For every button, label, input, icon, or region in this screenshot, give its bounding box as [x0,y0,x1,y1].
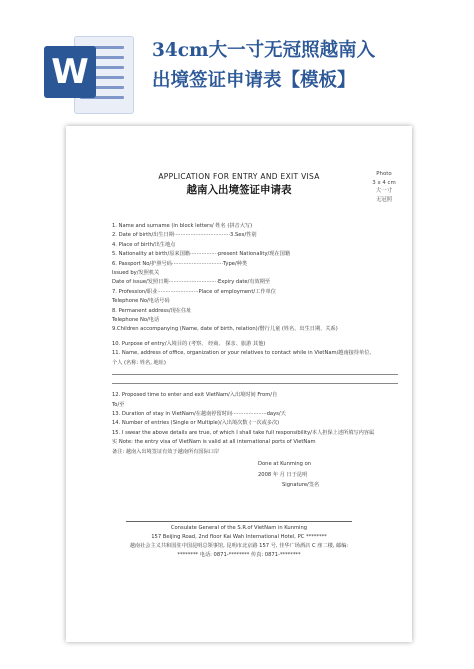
field-birth-sex: 2. Date of birth/出生日期··································3.Sex/性别 [112,232,257,239]
field-note-cn: 备注: 越南入出境签证有效于越南所有国际口岸 [112,448,220,455]
banner-title-line2: 出境签证申请表【模板】 [152,70,356,91]
signature-label: Signature/签名 [282,482,320,488]
photo-label: Photo [376,171,392,177]
consulate-divider [126,521,352,522]
photo-size: 3 x 4 cm [372,179,396,186]
header-banner [0,0,474,120]
field-entries: 14. Number of entries (Single or Multiple)/入出境次数 (一次或多次) [112,420,280,427]
field-birthplace: 4. Place of birth/出生地点 [112,241,176,248]
field-duration: 13. Duration of stay in VietNam/在越南停留时间·····················days/天 [112,410,286,417]
blank-line [112,368,398,375]
sign-date: 2008 年 月 日于昆明 [258,472,308,478]
field-time-from: 12. Proposed time to enter and exit VietNam/入出境时间 From/自 [112,392,278,399]
form-paper [66,126,412,642]
field-time-to: To/至 [112,401,125,408]
consulate-info [66,524,412,560]
field-oath: 15. I swear the above details are true, of which I shall take full responsibility/本人担保上述所填写内容属 [112,429,375,436]
field-note-en: 实 Note: the entry visa of VietNam is valid at all international ports of VietNam [112,439,316,446]
word-document-icon [44,30,136,116]
field-address: 8. Permanent address/现在住址 [112,307,192,314]
field-nationality: 5. Nationality at birth/原来国籍·················present Nationality/现在国籍 [112,251,291,258]
field-passport: 6. Passport No/护照号码·······························Type/种类 [112,260,248,267]
field-contact: 11. Name, address of office, organization or your relatives to contact while in VietNam/越南接待单位, [112,350,372,357]
photo-size-cn: 大一寸 [375,188,393,194]
field-telephone-work: Telephone No/电话号码 [112,298,170,305]
photo-note: 无冠照 [375,196,393,203]
photo-placeholder [364,170,404,204]
field-purpose: 10. Purpose of entry/入境目的 (考察、 经商、 探亲、旅游 其他) [112,340,266,347]
field-profession: 7. Profession/职业·························Place of employment/工作单位 [112,288,276,295]
field-name: 1. Name and surname (in block letters/ 姓名 (拼音大写) [112,223,253,229]
field-issue-expiry: Date of issue/发照日期······························Expiry date/有效期至 [112,279,271,286]
blank-line [112,377,398,384]
banner-title [152,36,462,96]
consulate-address-en: 157 Beijing Road, 2nd floor Kai Wah International Hotel, PC ******** [151,534,327,540]
form-title-english: APPLICATION FOR ENTRY AND EXIT VISA [158,172,320,181]
field-contact-cn: 个人 (名称: 姓名, 地址) [112,359,166,366]
consulate-address-cn: 越南社会主义共和国驻中国昆明总领事馆, 昆明市北京路 157 号, 佳华广场酒店 C 座二楼, 邮编: [129,543,349,549]
sign-place: Done at Kunming on [258,461,312,467]
banner-title-line1: 34cm大一寸无冠照越南入 [152,40,376,61]
form-fields [112,222,398,457]
field-children: 9.Children accompanying (Name, date of birth, relation)/偕行儿童 (姓名、出生日期、关系) [112,326,338,333]
field-telephone-home: Telephone No/电话 [112,317,160,324]
word-letter-badge: W [44,46,96,98]
field-issued-by: Issued by/发照机关 [112,270,160,277]
consulate-name: Consulate General of the S.R.of VietNam in Kunming [170,525,308,531]
consulate-contact: ******** 电话: 0871-******** 传真: 0871-******** [177,552,301,558]
form-title-chinese: 越南入出境签证申请表 [186,184,292,196]
